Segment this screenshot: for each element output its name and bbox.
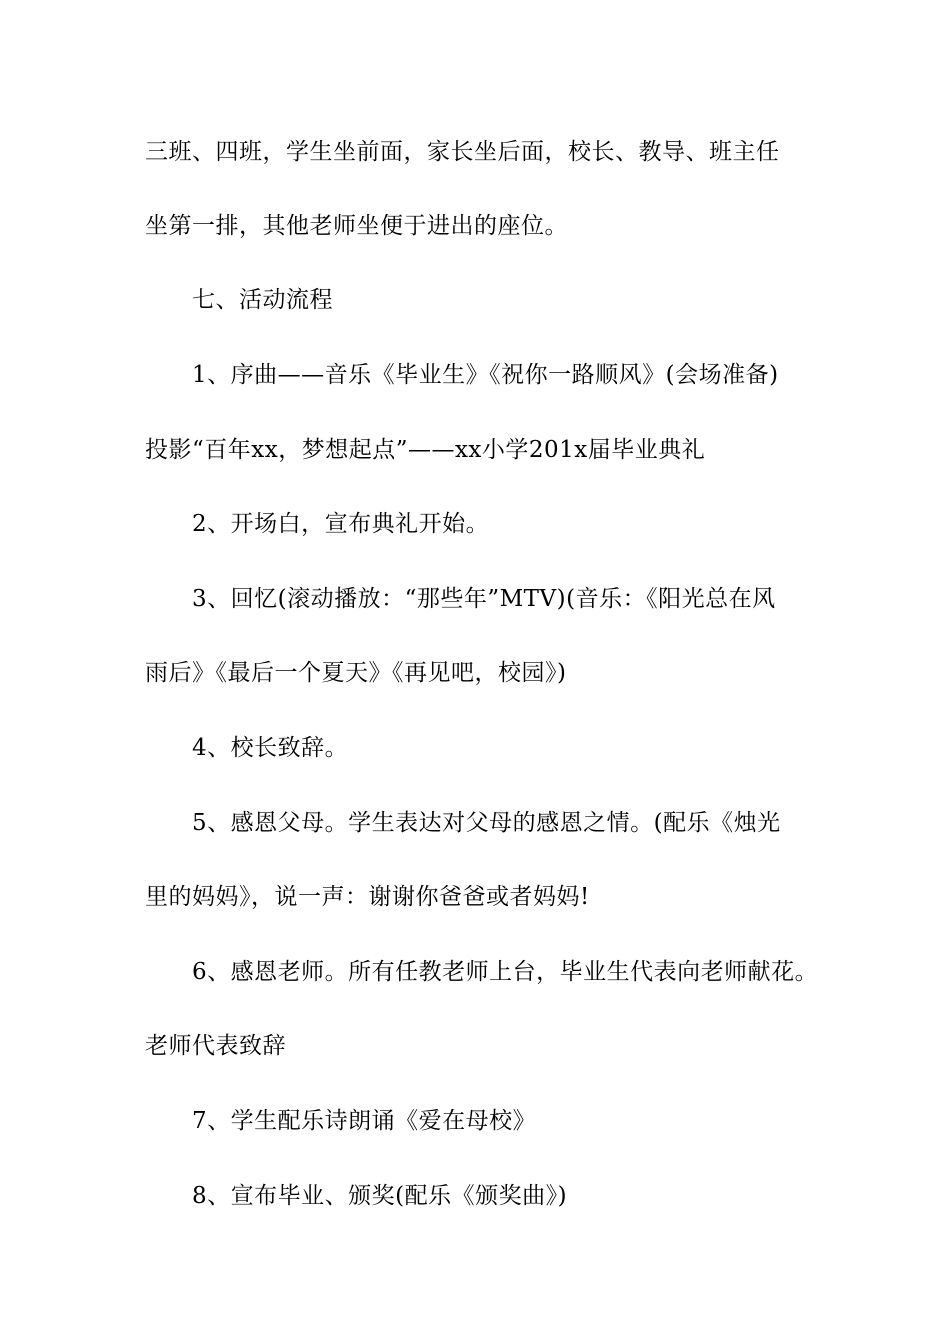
list-item: 5、感恩父母。学生表达对父母的感恩之情。(配乐《烛光	[192, 810, 781, 836]
paragraph-line: 老师代表致辞	[145, 1033, 286, 1059]
paragraph-line: 三班、四班，学生坐前面，家长坐后面，校长、教导、班主任	[145, 139, 780, 165]
list-item: 7、学生配乐诗朗诵《爱在母校》	[192, 1108, 537, 1134]
list-item: 4、校长致辞。	[192, 735, 349, 761]
list-item: 3、回忆(滚动播放：“那些年”MTV)(音乐：《阳光总在风	[192, 586, 776, 612]
paragraph-line: 雨后》《最后一个夏天》《再见吧，校园》)	[145, 660, 567, 686]
list-item: 2、开场白，宣布典礼开始。	[192, 511, 490, 537]
paragraph-line: 投影“百年xx，梦想起点”——xx小学201x届毕业典礼	[145, 437, 706, 463]
list-item: 6、感恩老师。所有任教老师上台，毕业生代表向老师献花。	[192, 959, 819, 985]
list-item: 1、序曲——音乐《毕业生》《祝你一路顺风》(会场准备)	[192, 362, 779, 388]
section-heading: 七、活动流程	[192, 287, 333, 313]
list-item: 8、宣布毕业、颁奖(配乐《颁奖曲》)	[192, 1183, 568, 1209]
paragraph-line: 坐第一排，其他老师坐便于进出的座位。	[145, 213, 568, 239]
paragraph-line: 里的妈妈》，说一声：谢谢你爸爸或者妈妈!	[145, 884, 590, 910]
